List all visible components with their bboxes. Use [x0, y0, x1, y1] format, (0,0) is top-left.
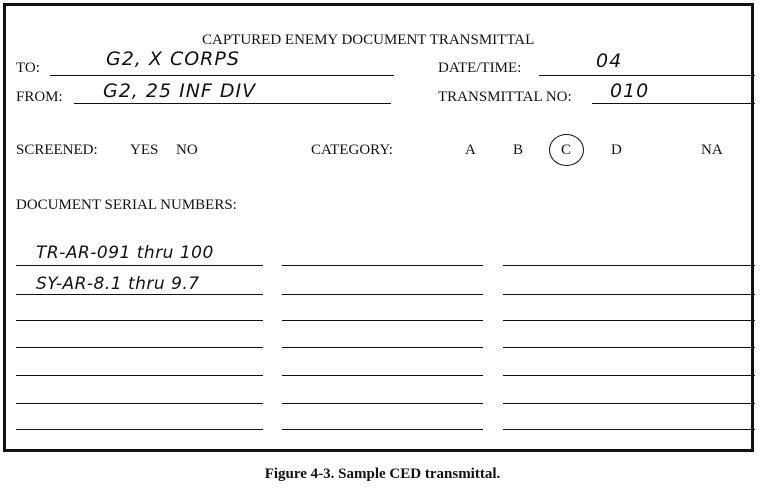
figure-caption: Figure 4-3. Sample CED transmittal.	[264, 466, 501, 482]
serial-line	[282, 265, 483, 266]
serial-entry-2: SY-AR-8.1 thru 9.7	[36, 274, 200, 294]
serial-line	[16, 320, 263, 321]
datetime-value: 04	[596, 50, 623, 72]
category-a: A	[465, 142, 476, 158]
serial-line	[503, 429, 755, 430]
transmittal-form	[3, 3, 754, 452]
datetime-line	[539, 75, 755, 76]
from-line	[74, 103, 391, 104]
serial-line	[503, 347, 755, 348]
category-c: C	[561, 142, 572, 158]
transmittal-value: 010	[610, 80, 650, 102]
transmittal-label: TRANSMITTAL NO:	[438, 89, 572, 105]
serial-entry-1: TR-AR-091 thru 100	[36, 243, 214, 263]
serial-line	[282, 375, 483, 376]
screened-yes: YES	[130, 142, 159, 158]
serials-label: DOCUMENT SERIAL NUMBERS:	[16, 197, 237, 213]
serial-line	[16, 294, 263, 295]
from-value: G2, 25 INF DIV	[103, 80, 257, 102]
serial-line	[503, 320, 755, 321]
serial-line	[282, 347, 483, 348]
datetime-label: DATE/TIME:	[438, 60, 522, 76]
serial-line	[16, 265, 263, 266]
serial-line	[16, 429, 263, 430]
category-b: B	[513, 142, 524, 158]
serial-line	[16, 347, 263, 348]
serial-line	[503, 403, 755, 404]
serial-line	[282, 320, 483, 321]
serial-line	[16, 375, 263, 376]
screened-label: SCREENED:	[16, 142, 98, 158]
form-title: CAPTURED ENEMY DOCUMENT TRANSMITTAL	[202, 32, 535, 48]
from-label: FROM:	[16, 89, 63, 105]
to-line	[50, 75, 394, 76]
screened-no: NO	[176, 142, 198, 158]
transmittal-line	[592, 103, 755, 104]
serial-line	[503, 375, 755, 376]
category-label: CATEGORY:	[311, 142, 393, 158]
to-value: G2, X CORPS	[106, 48, 240, 70]
serial-line	[503, 265, 755, 266]
to-label: TO:	[16, 60, 40, 76]
category-d: D	[611, 142, 622, 158]
serial-line	[503, 294, 755, 295]
serial-line	[282, 403, 483, 404]
serial-line	[282, 294, 483, 295]
serial-line	[282, 429, 483, 430]
category-na: NA	[701, 142, 723, 158]
serial-line	[16, 403, 263, 404]
